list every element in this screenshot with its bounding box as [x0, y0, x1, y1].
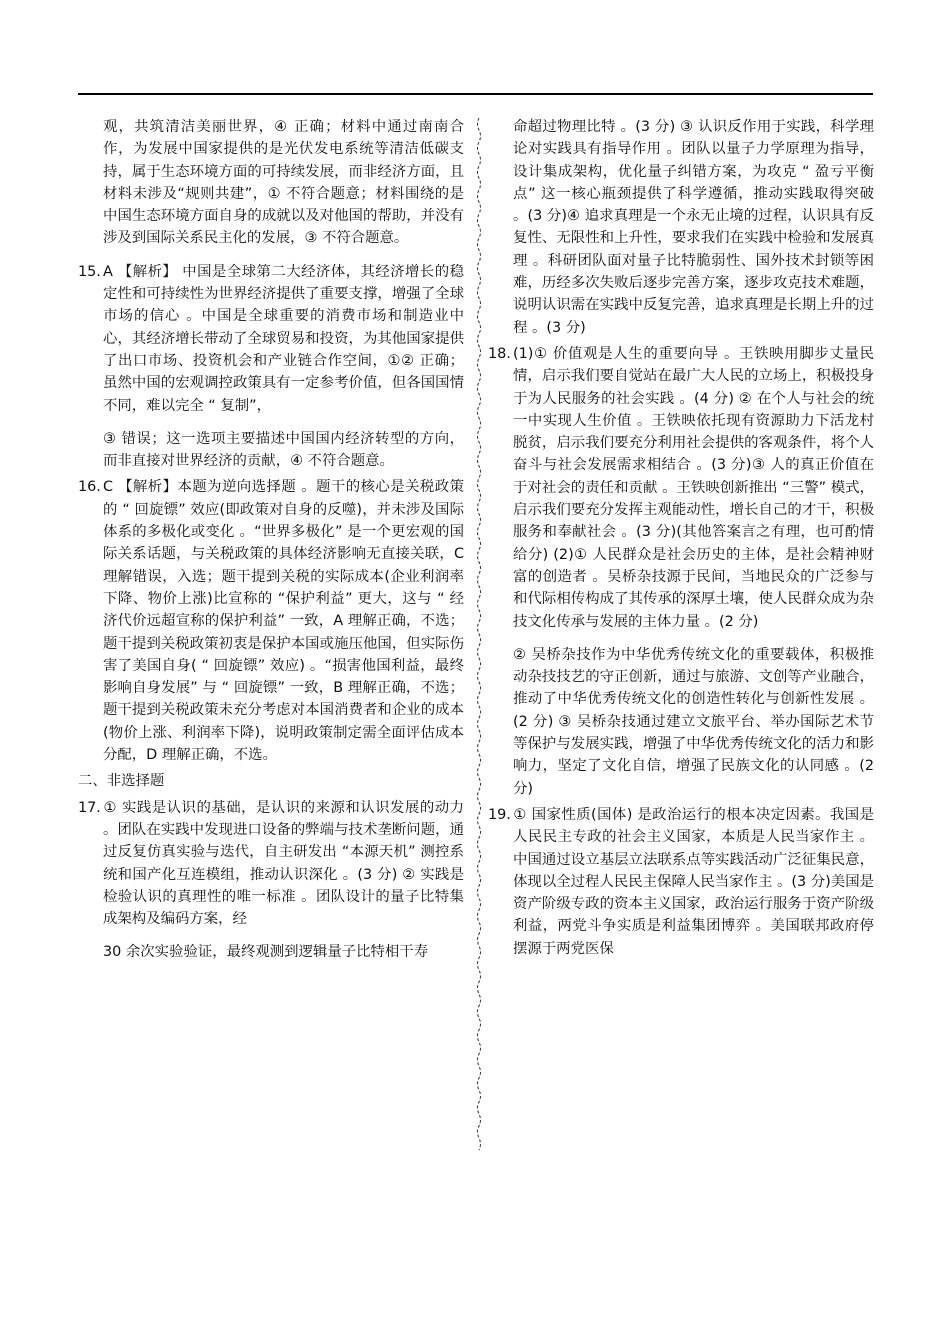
question-17 [78, 797, 464, 931]
q18-answer: (1)① 价值观是人生的重要向导 。王铁映用脚步丈量民情，启示我们要自觉站在最广大人民的立场上，积极投身于为人民服务的社会实践 。(4 分) ② 在个人与社会的统一中实现人生价值 。王铁映依托现有资源助力下活龙村脱贫，启示我们要充分利用社会提供的客观条件，将个人奋斗与社会发展需求相结合 。(3 分)③ 人的真正价值在于对社会的责任和贡献 。王铁映创新推出 “三警” 模式，启示我们要充分发挥主观能动性，增长自己的才干，积极服务和奉献社会 。(3 分)(其他答案言之有理，也可酌情给分) (2)① 人民群众是社会历史的主体，是社会精神财富的创造者 。吴桥杂技源于民间，当地民众的广泛参与和代际相传构成了其传承的深厚土壤，使人民群众成为杂技文化传承与发展的主体力量 。(2 分) [513, 345, 874, 630]
question-15 [78, 261, 464, 417]
q17-number: 17. [78, 799, 101, 816]
q19-answer: ① 国家性质(国体) 是政治运行的根本决定因素。我国是人民民主专政的社会主义国家，本质是人民当家作主 。中国通过设立基层立法联系点等实践活动广泛征集民意，体现以全过程人民民主保障人民当家作主 。(3 分)美国是资产阶级专政的资本主义国家，政治运行服务于资产阶级利益，两党斗争实质是利益集团博弈 。美国联邦政府停摆源于两党医保 [513, 806, 874, 957]
q15-analysis: A 【解析】 中国是全球第二大经济体，其经济增长的稳定性和可持续性为世界经济提供了重要支撑，增强了全球市场的信心 。中国是全球重要的消费市场和制造业中心，其经济增长带动了全球贸易和投资，为其他国家提供了出口市场、投资机会和产业链合作空间，①② 正确；虽然中国的宏观调控政策具有一定参考价值，但各国国情不同，难以完全 “ 复制”， [103, 263, 464, 414]
q16-number: 16. [78, 479, 101, 496]
q14-continuation: 观，共筑清洁美丽世界，④ 正确；材料中通过南南合作，为发展中国家提供的是光伏发电系统等清洁低碳支持，属于生态环境方面的可持续发展，而非经济方面，且材料未涉及“规则共建”，① 不符合题意；材料围绕的是中国生态环境方面自身的成就以及对他国的帮助，并没有涉及到国际关系民主化的发展，③ 不符合题意。 [103, 119, 464, 247]
question-18 [488, 343, 874, 633]
q18-number: 18. [488, 345, 511, 362]
column-divider [476, 118, 482, 1153]
question-19 [488, 804, 874, 960]
q17-answer-tail: 命超过物理比特 。(3 分) ③ 认识反作用于实践，科学理论对实践具有指导作用 。团队以量子力学原理为指导，设计集成架构，优化量子纠错方案，为攻克 “ 盈亏平衡点” 这一核心瓶颈提供了科学遵循，推动实践取得突破 。(3 分)④ 追求真理是一个永无止境的过程，认识具有反复性、无限性和上升性，要求我们在实践中检验和发展真理 。科研团队面对量子比特脆弱性、国外技术封锁等困难，历经多次失败后逐步完善方案，逐步攻克技术难题，说明认识需在实践中反复完善，追求真理是长期上升的过程 。(3 分) [513, 119, 874, 336]
q19-number: 19. [488, 806, 511, 823]
q17-answer-continued: 30 余次实验验证，最终观测到逻辑量子比特相干寿 [103, 944, 429, 961]
header-rule [78, 93, 873, 95]
q18-answer-continued: ② 吴桥杂技作为中华优秀传统文化的重要载体，积极推动杂技技艺的守正创新，通过与旅游、文创等产业融合，推动了中华优秀传统文化的创造性转化与创新性发展 。 (2 分) ③ 吴桥杂技通过建立文旅平台、举办国际艺术节等保护与发展实践，增强了中华优秀传统文化的活力和影响力，坚定了文化自信，增强了民族文化的认同感 。(2 分) [513, 646, 874, 797]
question-16 [78, 476, 464, 766]
q17-answer: ① 实践是认识的基础，是认识的来源和认识发展的动力 。团队在实践中发现进口设备的弊端与技术垄断问题，通过反复仿真实验与迭代，自主研发出 “本源天机” 测控系统和国产化互连模组，推动认识深化 。(3 分) ② 实践是检验认识的真理性的唯一标准 。团队设计的量子比特集成架构及编码方案，经 [103, 799, 464, 928]
q16-analysis: C 【解析】本题为逆向选择题 。题干的核心是关税政策的 “ 回旋镖” 效应(即政策对自身的反噬)，并未涉及国际体系的多极化或变化 。“世界多极化” 是一个更宏观的国际关系话题，与关税政策的具体经济影响无直接关联，C 理解错误，入选；题干提到关税的实际成本(企业利润率下降、物价上涨)比宣称的 “保护利益” 更大，这与 “ 经济代价远超宣称的保护利益” 一致，A 理解正确，不选；题干提到关税政策初衷是保护本国或施压他国，但实际伤害了美国自身( “ 回旋镖” 效应) 。“损害他国利益，最终影响自身发展” 与 “ 回旋镖” 一致，B 理解正确，不选；题干提到关税政策未充分考虑对本国消费者和企业的成本(物价上涨、利润率下降)，说明政策制定需全面评估成本分配，D 理解正确，不选。 [103, 479, 464, 764]
left-column [78, 116, 464, 964]
q15-number: 15. [78, 263, 101, 280]
right-column [488, 116, 874, 960]
section-heading: 二、非选择题 [78, 773, 165, 790]
q15-analysis-continued: ③ 错误；这一选项主要描述中国国内经济转型的方向，而非直接对世界经济的贡献，④ 不符合题意。 [103, 430, 464, 470]
